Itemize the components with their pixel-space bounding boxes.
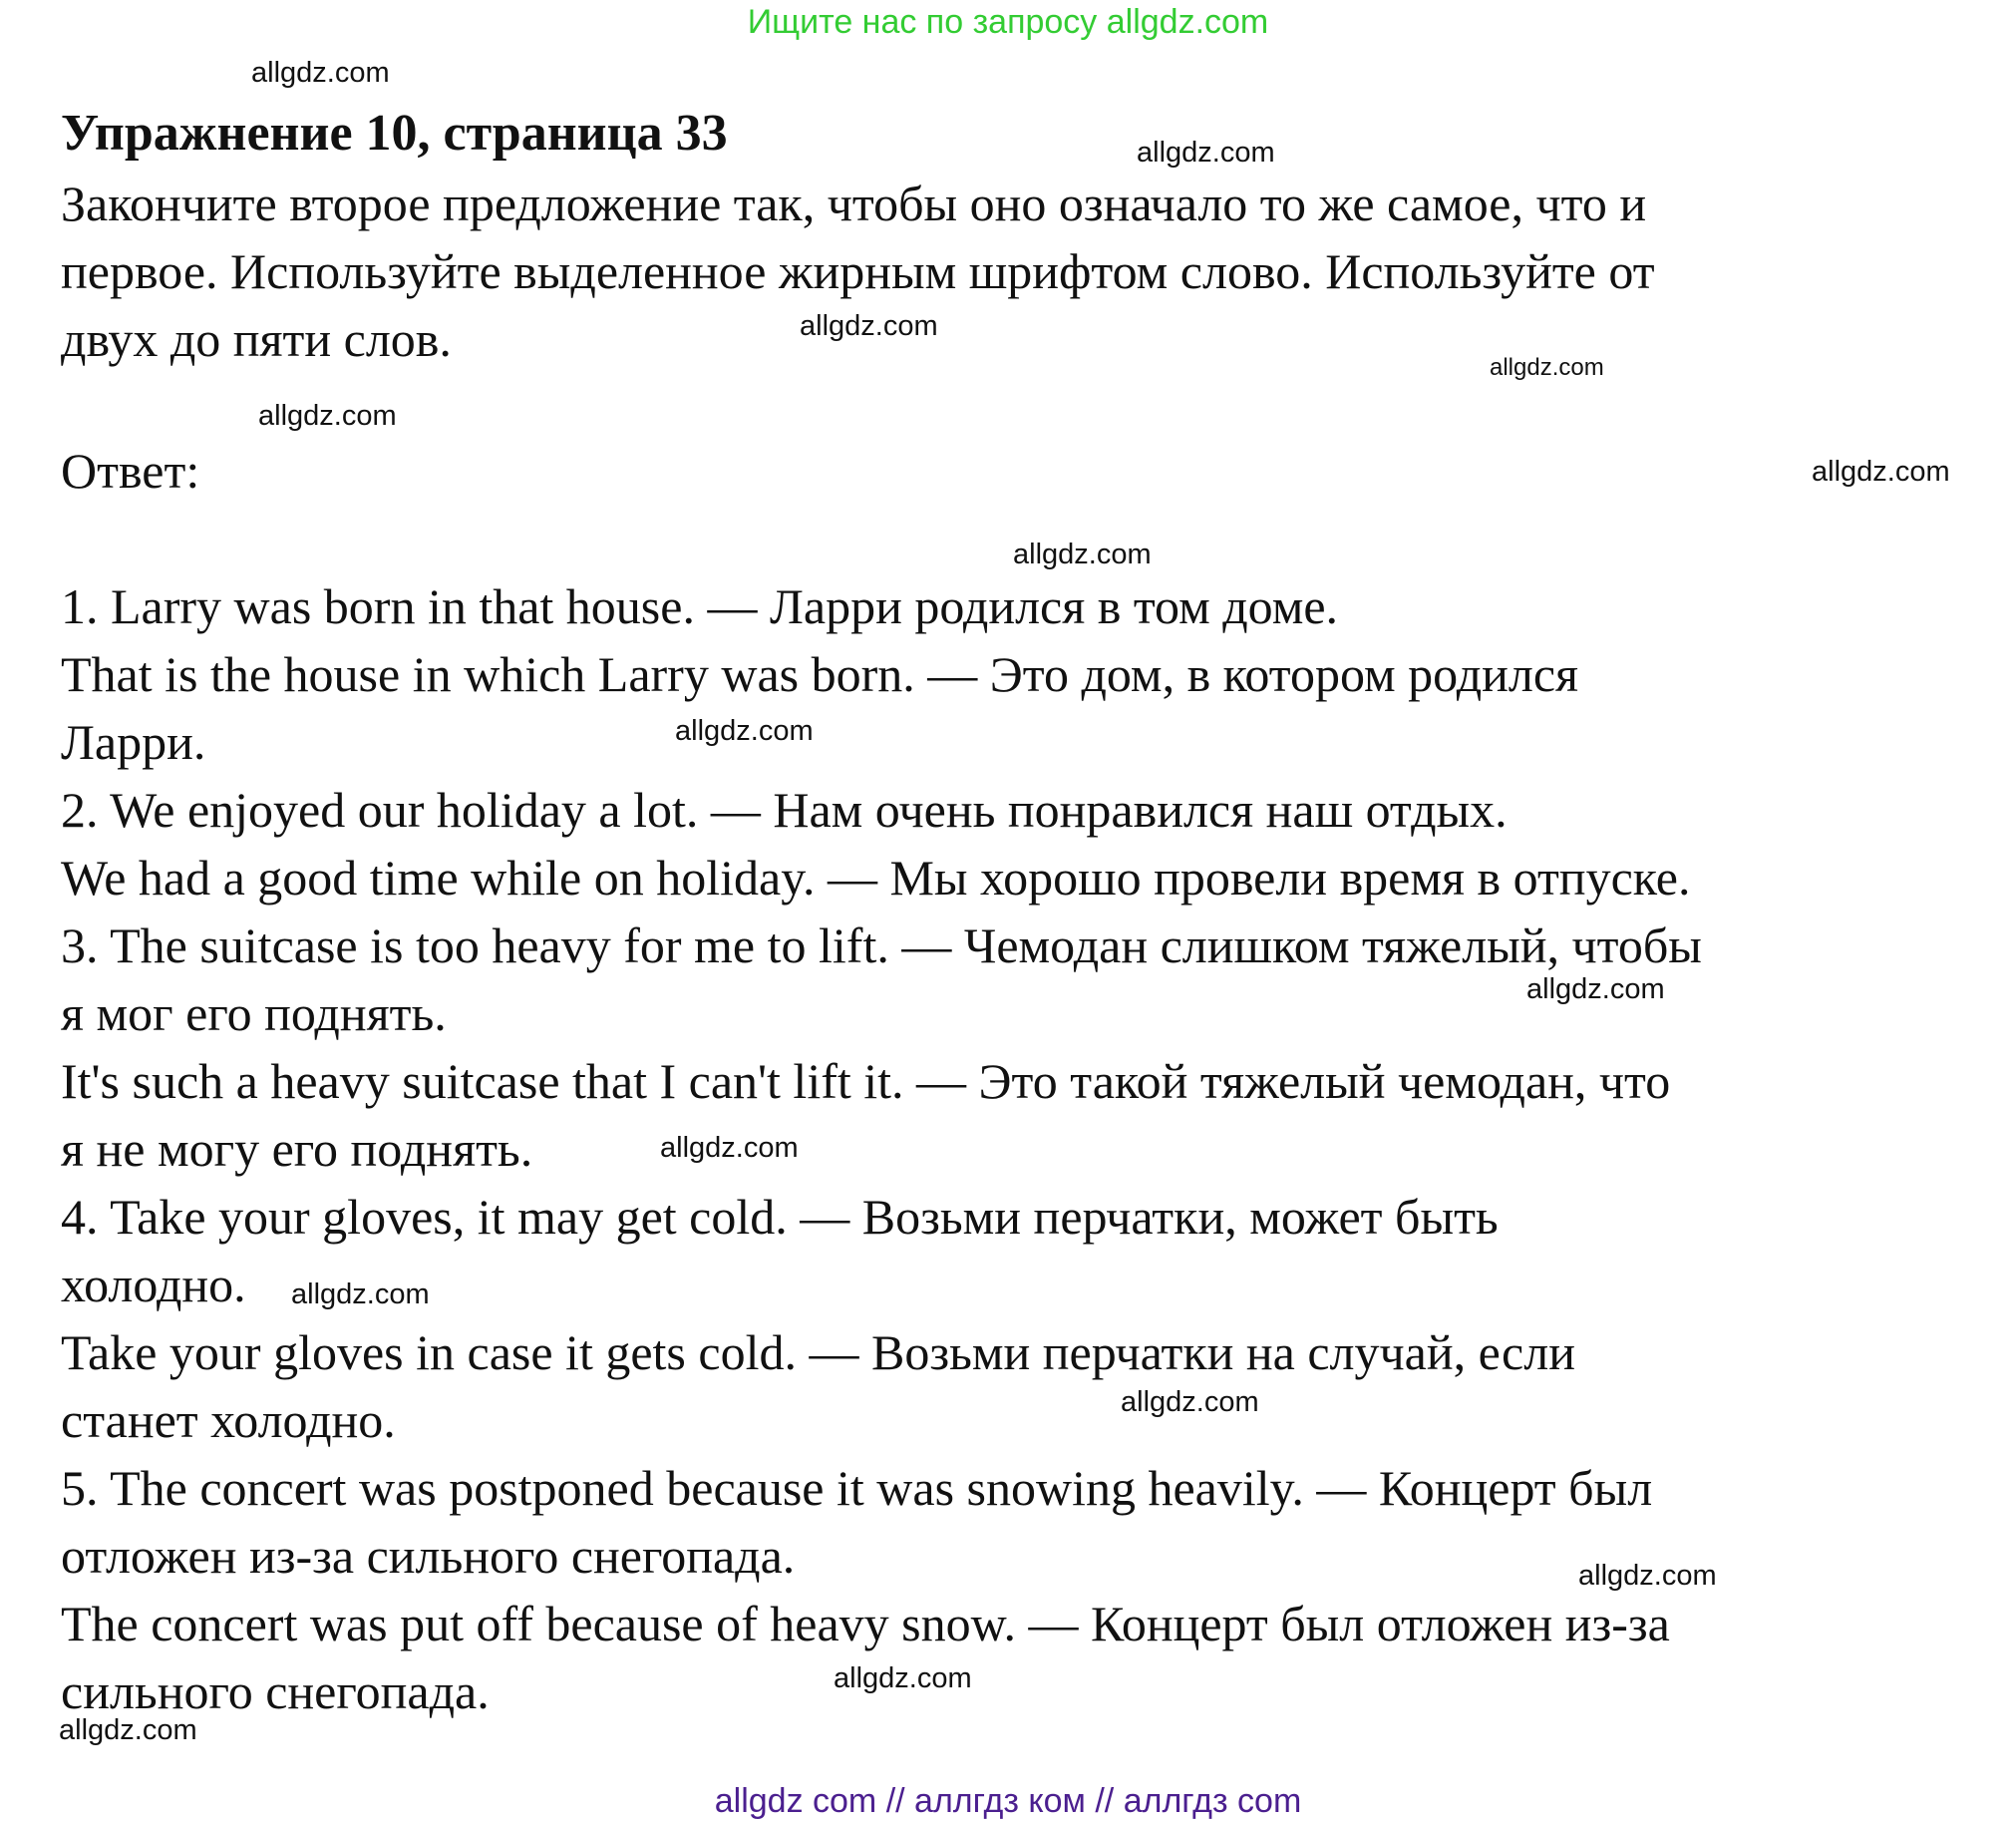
- answer-line: станет холодно.: [61, 1392, 396, 1448]
- task-description: [61, 170, 1955, 373]
- top-banner: Ищите нас по запросу allgdz.com: [747, 3, 1269, 41]
- answers-block: [61, 572, 1955, 1725]
- exercise-title: Упражнение 10, страница 33: [61, 105, 728, 162]
- watermark: allgdz.com: [675, 715, 814, 747]
- answer-line: 4. Take your gloves, it may get cold. — Возьми перчатки, может быть: [61, 1189, 1499, 1245]
- answer-line: отложен из-за сильного снегопада.: [61, 1528, 796, 1584]
- watermark: allgdz.com: [291, 1278, 430, 1310]
- answer-line: It's such a heavy suitcase that I can't lift it. — Это такой тяжелый чемодан, что: [61, 1053, 1671, 1109]
- answer-line: 2. We enjoyed our holiday a lot. — Нам очень понравился наш отдых.: [61, 782, 1508, 838]
- answer-line: я мог его поднять.: [61, 985, 447, 1041]
- watermark: allgdz.com: [1121, 1386, 1259, 1418]
- watermark: allgdz.com: [1526, 973, 1665, 1005]
- footer-links: allgdz com // аллгдз ком // аллгдз com: [714, 1782, 1302, 1820]
- answer-line: Take your gloves in case it gets cold. — Возьми перчатки на случай, если: [61, 1324, 1575, 1380]
- watermark: allgdz.com: [251, 57, 390, 89]
- answer-line: сильного снегопада.: [61, 1663, 490, 1719]
- answer-label: Ответ:: [61, 443, 200, 499]
- task-line: Закончите второе предложение так, чтобы оно означало то же самое, что и: [61, 176, 1647, 231]
- watermark: allgdz.com: [1578, 1560, 1717, 1592]
- answer-line: The concert was put off because of heavy snow. — Концерт был отложен из-за: [61, 1596, 1670, 1651]
- answer-line: 5. The concert was postponed because it was snowing heavily. — Концерт был: [61, 1460, 1653, 1516]
- task-line: двух до пяти слов.: [61, 311, 452, 367]
- watermark: allgdz.com: [660, 1132, 799, 1164]
- watermark: allgdz.com: [1137, 137, 1275, 169]
- answer-line: 3. The suitcase is too heavy for me to lift. — Чемодан слишком тяжелый, чтобы: [61, 917, 1702, 973]
- watermark: allgdz.com: [258, 400, 397, 432]
- answer-line: Ларри.: [61, 714, 206, 770]
- watermark: allgdz.com: [59, 1714, 197, 1746]
- watermark: allgdz.com: [1013, 539, 1152, 570]
- task-line: первое. Используйте выделенное жирным шрифтом слово. Используйте от: [61, 243, 1655, 299]
- watermark: allgdz.com: [800, 310, 938, 342]
- watermark: allgdz.com: [1812, 456, 1950, 488]
- answer-line: я не могу его поднять.: [61, 1121, 533, 1177]
- answer-line: холодно.: [61, 1257, 246, 1312]
- document-content: [61, 98, 1955, 1725]
- watermark: allgdz.com: [834, 1662, 972, 1694]
- answer-line: 1. Larry was born in that house. — Ларри родился в том доме.: [61, 578, 1339, 634]
- watermark: allgdz.com: [1490, 354, 1604, 381]
- answer-line: That is the house in which Larry was born. — Это дом, в котором родился: [61, 646, 1579, 702]
- answer-line: We had a good time while on holiday. — Мы хорошо провели время в отпуске.: [61, 850, 1691, 906]
